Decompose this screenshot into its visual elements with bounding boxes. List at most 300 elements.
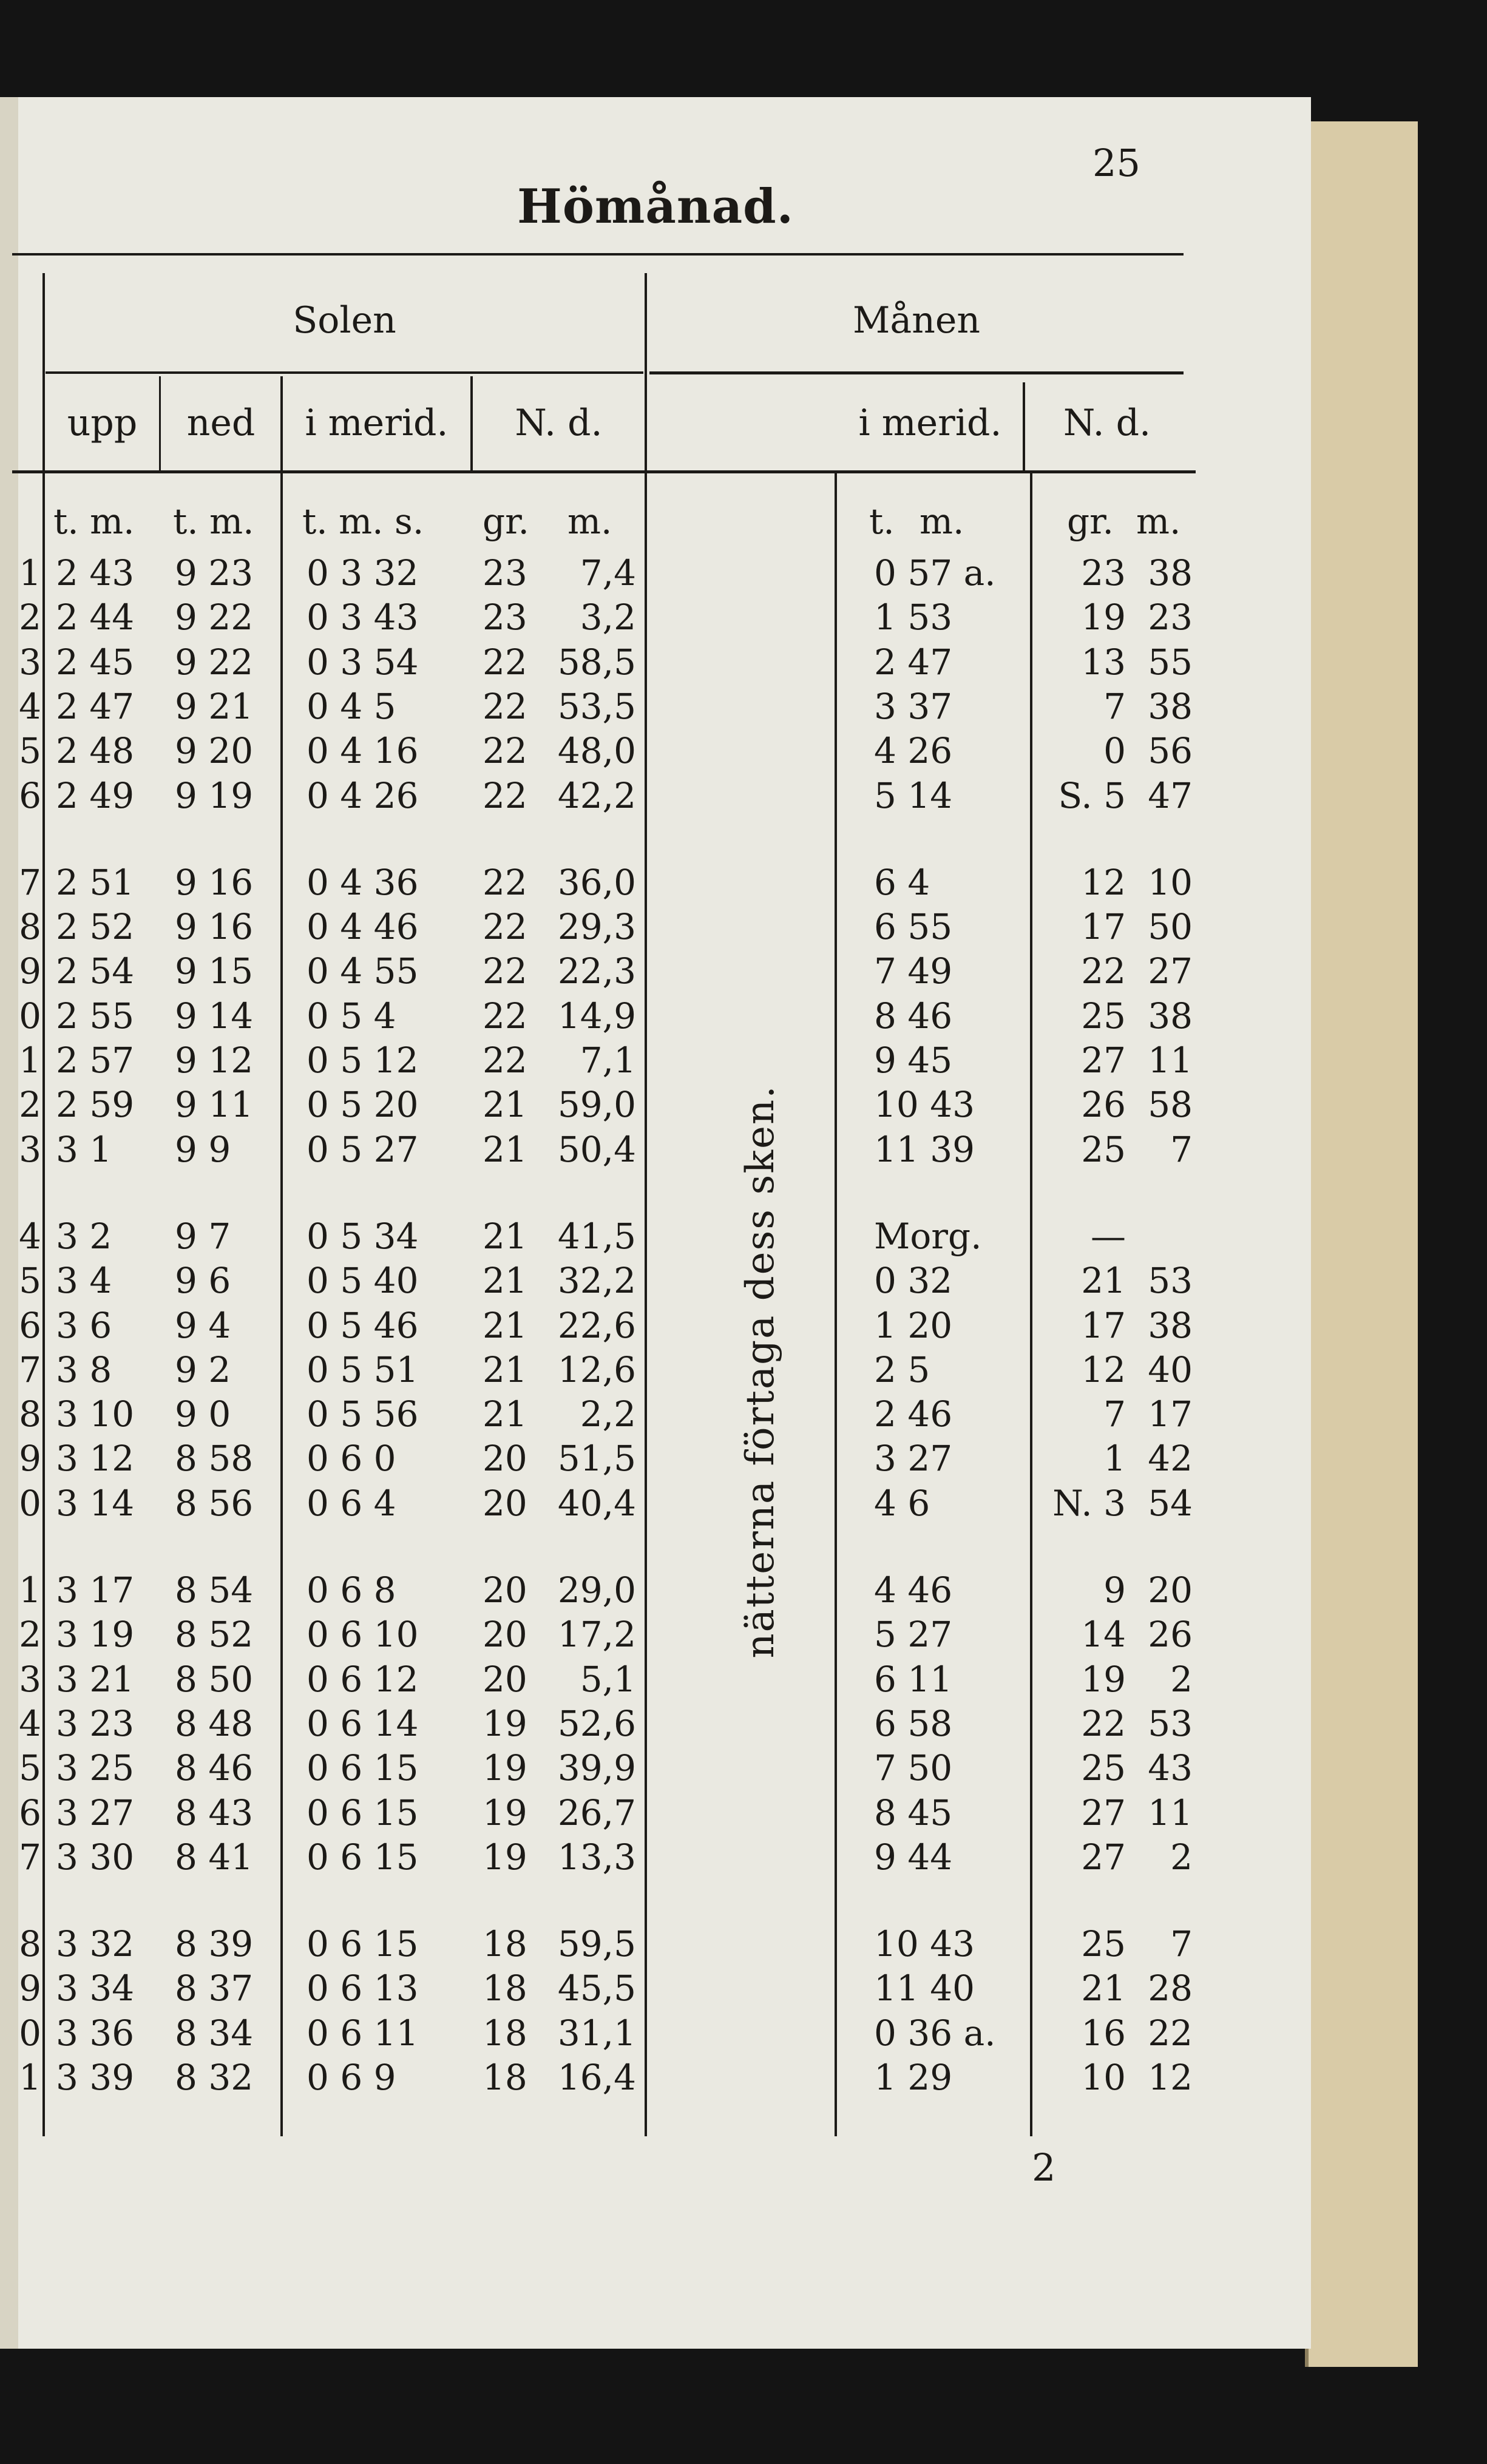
merid-cell: 0 4 5 [307,685,396,727]
moon-decl-minutes-cell: 10 [1148,861,1193,903]
moon-merid-cell: 8 46 [874,995,953,1037]
merid-cell: 0 6 13 [307,1968,419,2009]
day-cell: 3 [19,641,41,683]
column-header-moon-decl: N. d. [1063,402,1151,444]
ned-cell: 8 37 [175,1968,254,2009]
ned-cell: 8 34 [175,2012,254,2054]
ned-cell: 9 6 [175,1260,231,1302]
moon-decl-minutes-cell: 53 [1148,1260,1193,1302]
decl-degrees-cell: 21 [483,1260,527,1302]
moon-decl-degrees-cell: 27 [1081,1792,1126,1833]
merid-cell: 0 6 10 [307,1614,419,1656]
moon-merid-cell: 6 4 [874,861,930,903]
upp-cell: 3 10 [56,1393,135,1435]
ned-cell: 9 22 [175,597,254,638]
moon-decl-minutes-cell: 11 [1148,1040,1193,1081]
decl-minutes-cell: 3,2 [580,597,636,638]
upp-cell: 3 12 [56,1438,135,1480]
moon-decl-degrees-cell: 7 [1103,685,1126,727]
moon-decl-minutes-cell: 54 [1148,1482,1193,1524]
decl-minutes-cell: 45,5 [557,1968,636,2009]
day-cell: 4 [19,1702,41,1744]
merid-cell: 0 5 51 [307,1349,419,1390]
merid-cell: 0 5 46 [307,1304,419,1346]
decl-degrees-cell: 21 [483,1215,527,1257]
column-header-ned: ned [186,402,256,444]
ned-cell: 9 11 [175,1084,254,1126]
day-cell: 1 [19,552,41,594]
decl-degrees-cell: 22 [483,685,527,727]
decl-minutes-cell: 17,2 [557,1614,636,1656]
day-cell: 2 [19,1614,41,1656]
decl-minutes-cell: 31,1 [557,2012,636,2054]
day-cell: 5 [19,1747,41,1789]
decl-minutes-cell: 36,0 [557,861,636,903]
moon-decl-degrees-cell: — [1091,1215,1126,1257]
ned-cell: 8 46 [175,1747,254,1789]
decl-degrees-cell: 19 [483,1836,527,1878]
moon-decl-degrees-cell: 21 [1081,1260,1126,1302]
merid-cell: 0 5 4 [307,995,396,1037]
moon-decl-minutes-cell: 20 [1148,1569,1193,1611]
moon-merid-cell: 10 43 [874,1084,975,1126]
ned-cell: 9 23 [175,552,254,594]
day-cell: 1 [19,1569,41,1611]
merid-cell: 0 5 12 [307,1040,419,1081]
page-gutter [0,97,18,2349]
day-cell: 2 [19,1084,41,1126]
ned-cell: 8 39 [175,1923,254,1965]
merid-cell: 0 6 15 [307,1836,419,1878]
page-title: Hömånad. [517,179,794,234]
moon-decl-minutes-cell: 40 [1148,1349,1193,1390]
moon-merid-cell: 1 29 [874,2057,953,2098]
day-cell: 0 [19,1482,41,1524]
top-rule [12,253,1184,256]
moon-decl-minutes-cell: 47 [1148,774,1193,816]
moon-decl-minutes-cell: 43 [1148,1747,1193,1789]
decl-degrees-cell: 22 [483,995,527,1037]
decl-degrees-cell: 22 [483,950,527,992]
decl-minutes-cell: 26,7 [557,1792,636,1833]
unit-decl-gr: gr. [483,501,529,542]
moon-merid-cell: 5 14 [874,774,953,816]
unit-moon-decl-m: m. [1136,501,1181,542]
decl-minutes-cell: 22,6 [557,1304,636,1346]
day-cell: 4 [19,685,41,727]
moon-header-rule [649,371,1184,374]
moon-decl-degrees-cell: 19 [1081,1658,1126,1700]
moon-decl-minutes-cell: 22 [1148,2012,1193,2054]
day-cell: 3 [19,1658,41,1700]
day-cell: 0 [19,2012,41,2054]
moon-merid-cell: 11 40 [874,1968,975,2009]
signature-mark: 2 [1032,2145,1056,2190]
day-cell: 7 [19,1836,41,1878]
decl-minutes-cell: 39,9 [557,1747,636,1789]
day-cell: 0 [19,995,41,1037]
column-header-merid: i merid. [305,402,449,444]
moon-merid-cell: Morg. [874,1215,982,1257]
upp-cell: 3 25 [56,1747,135,1789]
upp-cell: 3 1 [56,1128,112,1170]
upp-cell: 3 23 [56,1702,135,1744]
decl-minutes-cell: 29,3 [557,906,636,948]
day-cell: 6 [19,774,41,816]
moon-merid-cell: 4 46 [874,1569,953,1611]
moon-merid-cell: 1 20 [874,1304,953,1346]
decl-degrees-cell: 20 [483,1482,527,1524]
decl-degrees-cell: 21 [483,1393,527,1435]
decl-minutes-cell: 42,2 [557,774,636,816]
decl-degrees-cell: 18 [483,2057,527,2098]
sun-heading: Solen [293,299,396,342]
moon-decl-degrees-cell: 21 [1081,1968,1126,2009]
decl-minutes-cell: 32,2 [557,1260,636,1302]
moon-merid-cell: 6 58 [874,1702,953,1744]
moon-decl-degrees-cell: 7 [1103,1393,1126,1435]
moon-decl-minutes-cell: 28 [1148,1968,1193,2009]
moon-decl-minutes-cell: 27 [1148,950,1193,992]
upp-cell: 2 47 [56,685,135,727]
merid-cell: 0 6 8 [307,1569,396,1611]
merid-cell: 0 4 55 [307,950,419,992]
ned-cell: 9 22 [175,641,254,683]
ned-cell: 8 58 [175,1438,254,1480]
merid-cell: 0 6 12 [307,1658,419,1700]
moon-decl-minutes-cell: 42 [1148,1438,1193,1480]
moon-decl-degrees-cell: 14 [1081,1614,1126,1656]
decl-degrees-cell: 18 [483,1923,527,1965]
decl-minutes-cell: 29,0 [557,1569,636,1611]
merid-cell: 0 6 15 [307,1792,419,1833]
upp-cell: 3 39 [56,2057,135,2098]
ned-cell: 9 16 [175,861,254,903]
side-note: nätterna förtaga dess sken. [738,1085,783,1659]
moon-decl-degrees-cell: 19 [1081,597,1126,638]
decl-degrees-cell: 22 [483,641,527,683]
decl-degrees-cell: 22 [483,730,527,772]
moon-merid-cell: 0 32 [874,1260,953,1302]
moon-decl-degrees-cell: N. 3 [1052,1482,1126,1524]
decl-degrees-cell: 23 [483,597,527,638]
merid-cell: 0 3 54 [307,641,419,683]
moon-decl-minutes-cell: 55 [1148,641,1193,683]
decl-minutes-cell: 5,1 [580,1658,636,1700]
decl-degrees-cell: 21 [483,1128,527,1170]
ned-cell: 8 32 [175,2057,254,2098]
upp-cell: 2 57 [56,1040,135,1081]
moon-decl-minutes-cell: 56 [1148,730,1193,772]
decl-minutes-cell: 14,9 [557,995,636,1037]
ned-cell: 8 50 [175,1658,254,1700]
moon-decl-degrees-cell: 12 [1081,1349,1126,1390]
merid-cell: 0 5 27 [307,1128,419,1170]
ned-merid-rule [280,376,283,2136]
day-cell: 3 [19,1128,41,1170]
upp-cell: 3 6 [56,1304,112,1346]
column-header-moon-merid: i merid. [858,402,1002,444]
moon-merid-cell: 6 55 [874,906,953,948]
merid-cell: 0 6 4 [307,1482,396,1524]
unit-upp: t. m. [53,501,135,542]
moon-decl-degrees-cell: 26 [1081,1084,1126,1126]
moon-merid-cell: 2 5 [874,1349,930,1390]
day-cell: 1 [19,2057,41,2098]
upp-cell: 3 36 [56,2012,135,2054]
moon-decl-minutes-cell: 17 [1148,1393,1193,1435]
moon-decl-degrees-cell: 25 [1081,995,1126,1037]
merid-cell: 0 6 14 [307,1702,419,1744]
sun-header-rule [46,371,643,374]
merid-cell: 0 6 0 [307,1438,396,1480]
moon-decl-minutes-cell: 12 [1148,2057,1193,2098]
upp-cell: 2 52 [56,906,135,948]
day-cell: 8 [19,906,41,948]
moon-merid-cell: 2 47 [874,641,953,683]
merid-cell: 0 6 11 [307,2012,419,2054]
moon-decl-degrees-cell: 1 [1103,1438,1126,1480]
upp-cell: 3 32 [56,1923,135,1965]
day-cell: 5 [19,1260,41,1302]
merid-cell: 0 5 20 [307,1084,419,1126]
unit-moon-merid-m: m. [920,501,964,542]
moon-decl-minutes-cell: 26 [1148,1614,1193,1656]
ned-cell: 9 4 [175,1304,231,1346]
decl-minutes-cell: 58,5 [557,641,636,683]
decl-degrees-cell: 20 [483,1658,527,1700]
moon-decl-minutes-cell: 11 [1148,1792,1193,1833]
decl-degrees-cell: 19 [483,1747,527,1789]
merid-cell: 0 6 15 [307,1747,419,1789]
moon-decl-degrees-cell: 25 [1081,1128,1126,1170]
ned-cell: 8 52 [175,1614,254,1656]
ned-cell: 9 7 [175,1215,231,1257]
decl-minutes-cell: 2,2 [580,1393,636,1435]
decl-degrees-cell: 18 [483,2012,527,2054]
decl-minutes-cell: 13,3 [557,1836,636,1878]
ned-cell: 9 21 [175,685,254,727]
page-stack [1305,121,1418,2367]
moon-merid-cell: 11 39 [874,1128,975,1170]
unit-merid: t. m. s. [302,501,424,542]
day-cell: 4 [19,1215,41,1257]
moon-merid-cell: 8 45 [874,1792,953,1833]
column-header-decl: N. d. [515,402,603,444]
merid-cell: 0 4 36 [307,861,419,903]
moon-decl-minutes-cell: 2 [1170,1658,1193,1700]
upp-cell: 3 27 [56,1792,135,1833]
decl-degrees-cell: 21 [483,1349,527,1390]
decl-minutes-cell: 22,3 [557,950,636,992]
ned-cell: 8 41 [175,1836,254,1878]
moon-decl-degrees-cell: 25 [1081,1923,1126,1965]
decl-minutes-cell: 7,1 [580,1040,636,1081]
decl-degrees-cell: 20 [483,1438,527,1480]
ned-cell: 9 2 [175,1349,231,1390]
moon-decl-degrees-cell: 12 [1081,861,1126,903]
upp-cell: 2 59 [56,1084,135,1126]
merid-cell: 0 5 56 [307,1393,419,1435]
unit-decl-m: m. [567,501,612,542]
moon-decl-degrees-cell: 10 [1081,2057,1126,2098]
decl-degrees-cell: 20 [483,1614,527,1656]
moon-merid-cell: 6 11 [874,1658,953,1700]
ned-cell: 8 48 [175,1702,254,1744]
merid-cell: 0 5 40 [307,1260,419,1302]
upp-cell: 3 8 [56,1349,112,1390]
moon-decl-minutes-cell: 53 [1148,1702,1193,1744]
moon-decl-degrees-cell: 27 [1081,1836,1126,1878]
decl-minutes-cell: 41,5 [557,1215,636,1257]
day-cell: 5 [19,730,41,772]
merid-cell: 0 4 16 [307,730,419,772]
upp-cell: 2 48 [56,730,135,772]
decl-degrees-cell: 19 [483,1792,527,1833]
page-number: 25 [1092,141,1140,185]
moon-decl-degrees-cell: 27 [1081,1040,1126,1081]
ned-cell: 9 9 [175,1128,231,1170]
decl-minutes-cell: 59,0 [557,1084,636,1126]
moon-decl-degrees-cell: 23 [1081,552,1126,594]
decl-degrees-cell: 22 [483,861,527,903]
merid-cell: 0 3 32 [307,552,419,594]
moon-note-rule [835,473,837,2136]
decl-degrees-cell: 21 [483,1084,527,1126]
day-cell: 7 [19,1349,41,1390]
ned-cell: 9 15 [175,950,254,992]
upp-cell: 3 4 [56,1260,112,1302]
day-cell: 6 [19,1304,41,1346]
upp-cell: 2 51 [56,861,135,903]
upp-ned-rule [159,376,161,470]
decl-minutes-cell: 52,6 [557,1702,636,1744]
moon-decl-degrees-cell: 16 [1081,2012,1126,2054]
decl-degrees-cell: 22 [483,906,527,948]
moon-decl-minutes-cell: 23 [1148,597,1193,638]
upp-cell: 3 21 [56,1658,135,1700]
column-header-upp: upp [67,402,138,444]
upp-cell: 3 30 [56,1836,135,1878]
moon-decl-degrees-cell: 22 [1081,950,1126,992]
moon-decl-minutes-cell: 2 [1170,1836,1193,1878]
decl-minutes-cell: 50,4 [557,1128,636,1170]
upp-cell: 2 43 [56,552,135,594]
decl-degrees-cell: 22 [483,774,527,816]
day-cell: 1 [19,1040,41,1081]
decl-minutes-cell: 51,5 [557,1438,636,1480]
ned-cell: 8 43 [175,1792,254,1833]
upp-cell: 3 14 [56,1482,135,1524]
moon-merid-cell: 7 50 [874,1747,953,1789]
ned-cell: 8 54 [175,1569,254,1611]
moon-decl-minutes-cell: 38 [1148,685,1193,727]
moon-decl-degrees-cell: 17 [1081,1304,1126,1346]
decl-minutes-cell: 12,6 [557,1349,636,1390]
decl-degrees-cell: 22 [483,1040,527,1081]
moon-merid-cell: 5 27 [874,1614,953,1656]
day-cell: 9 [19,1438,41,1480]
decl-minutes-cell: 16,4 [557,2057,636,2098]
moon-decl-minutes-cell: 38 [1148,995,1193,1037]
moon-merid-cell: 9 44 [874,1836,953,1878]
moon-merid-cell: 0 57 a. [874,552,996,594]
merid-cell: 0 5 34 [307,1215,419,1257]
moon-merid-cell: 9 45 [874,1040,953,1081]
day-cell: 7 [19,861,41,903]
ned-cell: 9 12 [175,1040,254,1081]
moon-decl-degrees-cell: S. 5 [1058,774,1126,816]
merid-cell: 0 4 26 [307,774,419,816]
upp-cell: 3 34 [56,1968,135,2009]
moon-merid-cell: 10 43 [874,1923,975,1965]
upp-cell: 3 17 [56,1569,135,1611]
moon-merid-cell: 4 26 [874,730,953,772]
day-cell: 8 [19,1923,41,1965]
upp-cell: 2 44 [56,597,135,638]
moon-merid-cell: 3 37 [874,685,953,727]
moon-decl-degrees-cell: 0 [1103,730,1126,772]
moon-merid-cell: 4 6 [874,1482,930,1524]
moon-decl-degrees-cell: 22 [1081,1702,1126,1744]
decl-minutes-cell: 48,0 [557,730,636,772]
decl-minutes-cell: 40,4 [557,1482,636,1524]
decl-degrees-cell: 19 [483,1702,527,1744]
moon-decl-minutes-cell: 50 [1148,906,1193,948]
upp-cell: 3 2 [56,1215,112,1257]
moon-decl-minutes-cell: 38 [1148,1304,1193,1346]
moon-decl-minutes-cell: 38 [1148,552,1193,594]
unit-moon-decl-gr: gr. [1067,501,1114,542]
day-cell: 8 [19,1393,41,1435]
moon-merid-cell: 3 27 [874,1438,953,1480]
moon-decl-degrees-cell: 9 [1103,1569,1126,1611]
moon-merid-cell: 1 53 [874,597,953,638]
moon-merid-cell: 7 49 [874,950,953,992]
moon-decl-degrees-cell: 17 [1081,906,1126,948]
decl-minutes-cell: 59,5 [557,1923,636,1965]
ned-cell: 9 16 [175,906,254,948]
merid-cell: 0 4 46 [307,906,419,948]
sun-moon-rule [645,273,647,2136]
moon-decl-degrees-cell: 13 [1081,641,1126,683]
ned-cell: 8 56 [175,1482,254,1524]
upp-cell: 2 55 [56,995,135,1037]
upp-cell: 3 19 [56,1614,135,1656]
decl-minutes-cell: 7,4 [580,552,636,594]
moon-heading: Månen [853,299,980,342]
ned-cell: 9 19 [175,774,254,816]
ned-cell: 9 0 [175,1393,231,1435]
day-cell: 6 [19,1792,41,1833]
decl-degrees-cell: 20 [483,1569,527,1611]
day-column-rule [42,273,45,2136]
moon-decl-rule [1030,473,1032,2136]
moon-decl-minutes-cell: 58 [1148,1084,1193,1126]
merid-cell: 0 6 9 [307,2057,396,2098]
upp-cell: 2 49 [56,774,135,816]
decl-degrees-cell: 18 [483,1968,527,2009]
merid-cell: 0 6 15 [307,1923,419,1965]
moon-decl-minutes-cell: 7 [1170,1923,1193,1965]
moon-merid-cell: 0 36 a. [874,2012,996,2054]
upp-cell: 2 45 [56,641,135,683]
decl-degrees-cell: 21 [483,1304,527,1346]
day-cell: 9 [19,950,41,992]
day-cell: 2 [19,597,41,638]
header-bottom-rule [12,470,1196,473]
unit-moon-merid-t: t. [869,501,895,542]
